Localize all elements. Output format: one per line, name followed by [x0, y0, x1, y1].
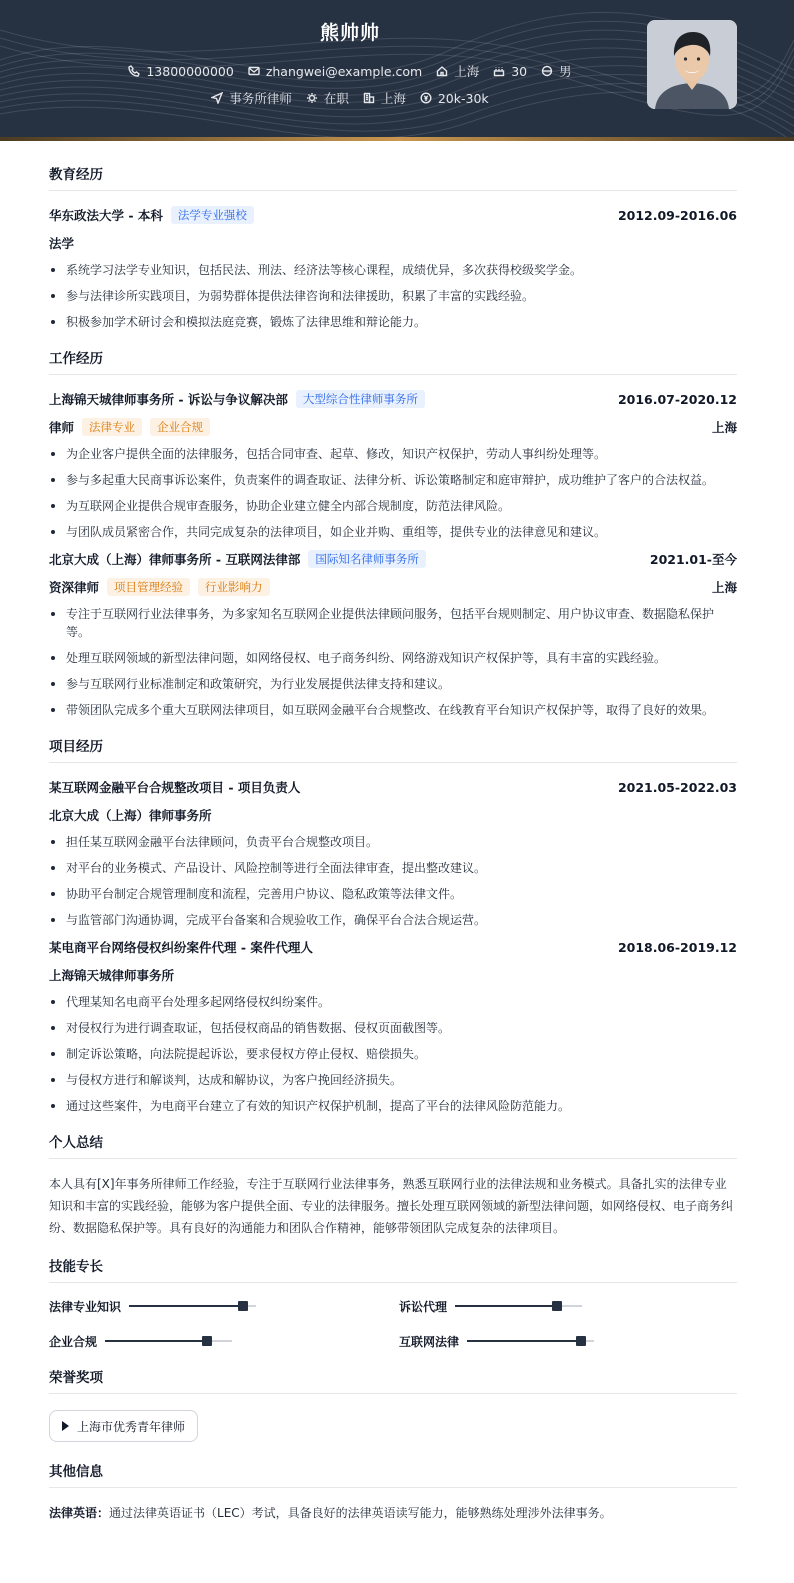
project-entry	[49, 777, 737, 929]
award-text: 上海市优秀青年律师	[77, 1419, 186, 1434]
list-item: 系统学习法学专业知识，包括民法、刑法、经济法等核心课程，成绩优异，多次获得校级奖学金。	[49, 261, 737, 279]
project-name: 某电商平台网络侵权纠纷案件代理 - 案件代理人	[49, 940, 313, 955]
section-title-education: 教育经历	[49, 163, 737, 191]
play-icon	[62, 1421, 69, 1431]
skill-item	[49, 1332, 399, 1350]
award-item[interactable]	[49, 1410, 198, 1442]
role-tag: 企业合规	[150, 418, 210, 436]
section-title-awards: 荣誉奖项	[49, 1366, 737, 1394]
job-role: 律师	[49, 420, 75, 435]
skill-name: 企业合规	[49, 1334, 98, 1349]
skill-bar	[129, 1305, 256, 1307]
education-entry	[49, 205, 737, 331]
list-item: 带领团队完成多个重大互联网法律项目，如互联网金融平台合规整改、在线教育平台知识产权保护等，取得了良好的效果。	[49, 701, 737, 719]
section-title-other: 其他信息	[49, 1460, 737, 1488]
list-item: 对侵权行为进行调查取证，包括侵权商品的销售数据、侵权页面截图等。	[49, 1019, 737, 1037]
skill-knob	[202, 1336, 212, 1346]
work-location: 上海	[711, 580, 737, 595]
company-tag: 国际知名律师事务所	[308, 550, 426, 568]
email-text: zhangwei@example.com	[265, 63, 423, 79]
job-info	[211, 89, 292, 107]
skill-bar	[455, 1305, 582, 1307]
skill-fill	[455, 1305, 557, 1307]
list-item: 积极参加学术研讨会和模拟法庭竞赛，锻炼了法律思维和辩论能力。	[49, 313, 737, 331]
list-item: 协助平台制定合规管理制度和流程，完善用户协议、隐私政策等法律文件。	[49, 885, 737, 903]
hometown-text: 上海	[454, 64, 480, 79]
work-location: 上海	[711, 420, 737, 435]
work-bullets	[49, 445, 737, 541]
other-section	[49, 1460, 737, 1521]
status-text: 在职	[323, 91, 349, 106]
job-info-row	[0, 89, 700, 107]
role-tag: 行业影响力	[198, 578, 270, 596]
project-date: 2021.05-2022.03	[617, 779, 737, 795]
job-role: 资深律师	[49, 580, 100, 595]
contact-info-row	[0, 62, 700, 80]
list-item: 担任某互联网金融平台法律顾问，负责平台合规整改项目。	[49, 833, 737, 851]
gender-text: 男	[559, 64, 572, 79]
skill-item	[399, 1297, 737, 1315]
section-title-projects: 项目经历	[49, 735, 737, 763]
work-date: 2016.07-2020.12	[617, 391, 737, 407]
skill-name: 诉讼代理	[399, 1299, 448, 1314]
company-name: 上海锦天城律师事务所 - 诉讼与争议解决部	[49, 392, 288, 407]
list-item: 对平台的业务模式、产品设计、风险控制等进行全面法律审查，提出整改建议。	[49, 859, 737, 877]
send-icon	[211, 92, 223, 104]
project-org: 北京大成（上海）律师事务所	[49, 808, 212, 823]
education-section	[49, 163, 737, 331]
home-icon	[436, 65, 448, 77]
role-tag: 法律专业	[82, 418, 142, 436]
skill-item	[49, 1297, 399, 1315]
project-name: 某互联网金融平台合规整改项目 - 项目负责人	[49, 780, 301, 795]
school-name: 华东政法大学 - 本科	[49, 208, 163, 223]
project-entry	[49, 937, 737, 1115]
section-title-summary: 个人总结	[49, 1131, 737, 1159]
project-section	[49, 735, 737, 1115]
list-item: 与团队成员紧密合作，共同完成复杂的法律项目，如企业并购、重组等，提供专业的法律意见和建议。	[49, 523, 737, 541]
education-bullets	[49, 261, 737, 331]
building-icon	[363, 92, 375, 104]
salary-text: 20k-30k	[437, 90, 489, 106]
project-org: 上海锦天城律师事务所	[49, 968, 175, 983]
major-name: 法学	[49, 236, 75, 251]
section-title-work: 工作经历	[49, 347, 737, 375]
list-item: 参与法律诊所实践项目，为弱势群体提供法律咨询和法律援助，积累了丰富的实践经验。	[49, 287, 737, 305]
status-info	[306, 89, 349, 107]
section-title-skills: 技能专长	[49, 1255, 737, 1283]
job-text: 事务所律师	[229, 91, 292, 106]
work-entry	[49, 549, 737, 719]
age-info	[493, 64, 527, 79]
skill-knob	[238, 1301, 248, 1311]
project-date: 2018.06-2019.12	[617, 939, 737, 955]
cake-icon	[493, 65, 505, 77]
avatar-portrait	[647, 20, 737, 109]
skill-bar	[105, 1340, 232, 1342]
list-item: 参与多起重大民商事诉讼案件，负责案件的调查取证、法律分析、诉讼策略制定和庭审辩护，成功维护了客户的合法权益。	[49, 471, 737, 489]
skill-bar	[467, 1340, 594, 1342]
project-bullets	[49, 993, 737, 1115]
phone-info	[128, 64, 233, 79]
other-text: 通过法律英语证书（LEC）考试，具备良好的法律英语读写能力，能够熟练处理涉外法律事务。	[109, 1506, 612, 1520]
education-date: 2012.09-2016.06	[617, 207, 737, 223]
list-item: 通过这些案件，为电商平台建立了有效的知识产权保护机制，提高了平台的法律风险防范能力。	[49, 1097, 737, 1115]
city-info	[363, 89, 406, 107]
project-bullets	[49, 833, 737, 929]
skill-fill	[467, 1340, 581, 1342]
candidate-name: 熊帅帅	[319, 22, 380, 44]
summary-text: 本人具有[X]年事务所律师工作经验，专注于互联网行业法律事务，熟悉互联网行业的法律法规和业务模式。具备扎实的法律专业知识和丰富的实践经验，能够为客户提供全面、专业的法律服务。擅长处理互联网领域的新型法律问题，如网络侵权、电子商务纠纷、数据隐私保护等。具有良好的沟通能力和团队合作精神，能够带领团队完成复杂的法律项目。	[49, 1177, 734, 1235]
company-tag: 大型综合性律师事务所	[296, 390, 425, 408]
skill-fill	[105, 1340, 207, 1342]
role-tag: 项目管理经验	[107, 578, 190, 596]
list-item: 为互联网企业提供合规审查服务，协助企业建立健全内部合规制度，防范法律风险。	[49, 497, 737, 515]
school-tag: 法学专业强校	[171, 206, 254, 224]
other-label: 法律英语：	[49, 1506, 110, 1520]
resume-header	[0, 0, 794, 141]
money-icon	[420, 92, 432, 104]
skill-fill	[129, 1305, 243, 1307]
summary-section	[49, 1131, 737, 1239]
phone-icon	[128, 65, 140, 77]
resume-body	[49, 141, 737, 1521]
skill-item	[399, 1332, 737, 1350]
profile-photo	[647, 20, 737, 109]
list-item: 代理某知名电商平台处理多起网络侵权纠纷案件。	[49, 993, 737, 1011]
skill-knob	[576, 1336, 586, 1346]
city-text: 上海	[380, 91, 406, 106]
work-bullets	[49, 605, 737, 719]
list-item: 制定诉讼策略，向法院提起诉讼，要求侵权方停止侵权、赔偿损失。	[49, 1045, 737, 1063]
skills-section	[49, 1255, 737, 1350]
skills-grid	[49, 1297, 737, 1350]
skill-name: 法律专业知识	[49, 1299, 122, 1314]
list-item: 为企业客户提供全面的法律服务，包括合同审查、起草、修改，知识产权保护，劳动人事纠纷处理等。	[49, 445, 737, 463]
phone-text: 13800000000	[146, 63, 234, 79]
age-text: 30	[511, 63, 528, 79]
hometown-info	[436, 62, 479, 80]
salary-info	[420, 91, 489, 106]
company-name: 北京大成（上海）律师事务所 - 互联网法律部	[49, 552, 301, 567]
list-item: 处理互联网领域的新型法律问题，如网络侵权、电子商务纠纷、网络游戏知识产权保护等，具有丰富的实践经验。	[49, 649, 737, 667]
work-section	[49, 347, 737, 719]
work-entry	[49, 389, 737, 541]
awards-section	[49, 1366, 737, 1442]
list-item: 专注于互联网行业法律事务，为多家知名互联网企业提供法律顾问服务，包括平台规则制定、用户协议审查、数据隐私保护等。	[49, 605, 737, 641]
gender-info	[541, 62, 572, 80]
work-date: 2021.01-至今	[649, 552, 737, 567]
email-info	[248, 64, 422, 79]
email-icon	[248, 65, 260, 77]
other-info	[49, 1504, 737, 1521]
list-item: 与侵权方进行和解谈判，达成和解协议，为客户挽回经济损失。	[49, 1071, 737, 1089]
list-item: 与监管部门沟通协调，完成平台备案和合规验收工作，确保平台合法合规运营。	[49, 911, 737, 929]
status-icon	[306, 92, 318, 104]
list-item: 参与互联网行业标准制定和政策研究，为行业发展提供法律支持和建议。	[49, 675, 737, 693]
gender-icon	[541, 65, 553, 77]
skill-knob	[552, 1301, 562, 1311]
skill-name: 互联网法律	[399, 1334, 460, 1349]
